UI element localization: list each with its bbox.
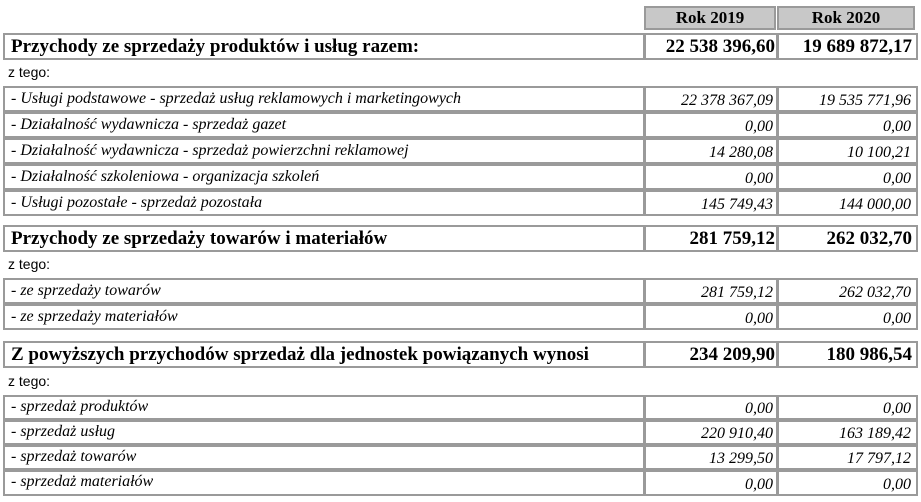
value-2019: 0,00	[745, 310, 773, 327]
header-rok-2020: Rok 2020	[777, 6, 915, 30]
column-divider	[643, 164, 646, 190]
row-label: - sprzedaż towarów	[11, 448, 137, 465]
table-row	[3, 304, 918, 330]
column-divider	[643, 86, 646, 112]
table-row	[3, 445, 918, 470]
value-2020: 0,00	[883, 400, 911, 417]
column-divider	[776, 278, 779, 304]
value-2020: 180 986,54	[826, 344, 912, 365]
value-2019: 0,00	[745, 400, 773, 417]
value-2019: 22 538 396,60	[665, 36, 775, 57]
column-divider	[776, 164, 779, 190]
column-divider	[776, 225, 779, 252]
row-label: - Działalność szkoleniowa - organizacja szkoleń	[11, 168, 320, 185]
column-divider	[643, 112, 646, 138]
value-2020: 17 797,12	[847, 450, 911, 467]
column-divider	[643, 420, 646, 445]
value-2019: 22 378 367,09	[681, 92, 773, 109]
value-2020: 0,00	[883, 476, 911, 493]
value-2020: 0,00	[883, 170, 911, 187]
table-row	[3, 86, 918, 112]
section-total-row	[3, 33, 918, 60]
value-2020: 163 189,42	[839, 425, 911, 442]
section-total-row	[3, 225, 918, 252]
row-label: - sprzedaż usług	[11, 423, 116, 440]
value-2020: 19 689 872,17	[802, 36, 912, 57]
value-2019: 234 209,90	[689, 344, 775, 365]
column-divider	[776, 341, 779, 368]
value-2020: 19 535 771,96	[819, 92, 911, 109]
column-divider	[643, 395, 646, 420]
table-row	[3, 395, 918, 420]
value-2019: 0,00	[745, 118, 773, 135]
section-title: Przychody ze sprzedaży towarów i materiałów	[11, 228, 388, 249]
column-divider	[776, 304, 779, 330]
table-row	[3, 190, 918, 216]
row-label: - sprzedaż produktów	[11, 398, 149, 415]
value-2020: 10 100,21	[847, 144, 911, 161]
value-2020: 144 000,00	[839, 196, 911, 213]
value-2020: 262 032,70	[839, 284, 911, 301]
column-divider	[643, 470, 646, 496]
value-2019: 13 299,50	[709, 450, 773, 467]
value-2019: 0,00	[745, 476, 773, 493]
value-2019: 14 280,08	[709, 144, 773, 161]
row-label: - Usługi pozostałe - sprzedaż pozostała	[11, 194, 263, 211]
section-title: Z powyższych przychodów sprzedaż dla jednostek powiązanych wynosi	[11, 344, 589, 365]
value-2020: 0,00	[883, 310, 911, 327]
row-label: - Działalność wydawnicza - sprzedaż gazet	[11, 116, 287, 133]
column-divider	[776, 112, 779, 138]
column-divider	[776, 138, 779, 164]
column-divider	[776, 445, 779, 470]
section-title: Przychody ze sprzedaży produktów i usług razem:	[11, 36, 420, 57]
value-2019: 220 910,40	[701, 425, 773, 442]
value-2019: 281 759,12	[689, 228, 775, 249]
table-row	[3, 278, 918, 304]
column-divider	[643, 33, 646, 60]
table-row	[3, 164, 918, 190]
table-row	[3, 420, 918, 445]
row-label: - sprzedaż materiałów	[11, 473, 154, 490]
column-divider	[776, 190, 779, 216]
column-divider	[643, 341, 646, 368]
row-label: - Działalność wydawnicza - sprzedaż powierzchni reklamowej	[11, 142, 409, 159]
column-divider	[776, 86, 779, 112]
table-row	[3, 112, 918, 138]
z-tego-label: z tego:	[8, 64, 51, 80]
column-divider	[776, 33, 779, 60]
row-label: - ze sprzedaży materiałów	[11, 308, 178, 325]
section-total-row	[3, 341, 918, 368]
row-label: - Usługi podstawowe - sprzedaż usług reklamowych i marketingowych	[11, 90, 462, 107]
value-2019: 145 749,43	[701, 196, 773, 213]
column-divider	[776, 395, 779, 420]
column-divider	[643, 278, 646, 304]
table-row	[3, 138, 918, 164]
z-tego-label: z tego:	[8, 373, 51, 389]
column-divider	[776, 470, 779, 496]
value-2020: 262 032,70	[826, 228, 912, 249]
column-divider	[643, 138, 646, 164]
z-tego-label: z tego:	[8, 256, 51, 272]
value-2019: 0,00	[745, 170, 773, 187]
column-divider	[776, 420, 779, 445]
row-label: - ze sprzedaży towarów	[11, 282, 161, 299]
column-divider	[643, 190, 646, 216]
header-rok-2019: Rok 2019	[644, 6, 776, 30]
value-2019: 281 759,12	[701, 284, 773, 301]
table-row	[3, 470, 918, 496]
column-divider	[643, 304, 646, 330]
column-divider	[643, 225, 646, 252]
column-divider	[643, 445, 646, 470]
value-2020: 0,00	[883, 118, 911, 135]
